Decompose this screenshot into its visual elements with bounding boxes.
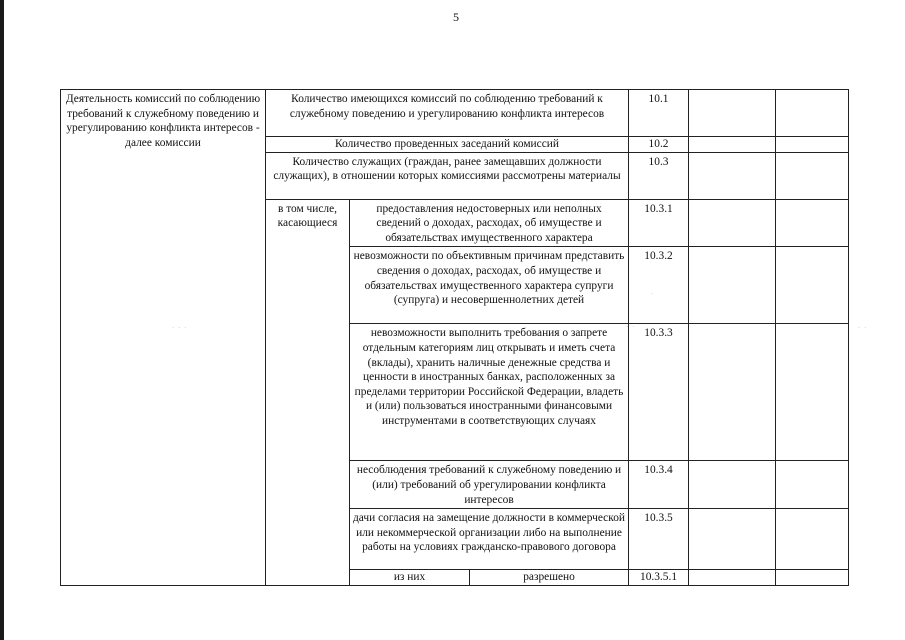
value-cell[interactable] (776, 324, 849, 461)
value-cell[interactable] (689, 324, 776, 461)
row-text-10-2: Количество проведенных заседаний комиссий (266, 137, 629, 153)
scan-left-edge (0, 0, 4, 640)
value-cell[interactable] (776, 509, 849, 570)
value-cell[interactable] (776, 461, 849, 509)
row-code-10-1: 10.1 (629, 90, 689, 137)
row-text-10-3-5: дачи согласия на замещение должности в коммерческой или некоммерческой организации либо на выполнение работы на условиях гражданско-правового договора (350, 509, 629, 570)
scan-artifact: · (651, 290, 655, 298)
row-code-10-3: 10.3 (629, 152, 689, 199)
row-code-10-3-3: 10.3.3 (629, 324, 689, 461)
row-text-10-3-3: невозможности выполнить требования о запрете отдельным категориям лиц открывать и иметь счета (вклады), хранить наличные денежные средства и ценности в иностранных банках, расположенных за пределами территории Российской Федерации, владеть и (или) пользоваться иностранными финансовыми инструментами в соответствующих случаях (350, 324, 629, 461)
section-title-cell (61, 90, 266, 586)
value-cell[interactable] (689, 247, 776, 324)
scan-artifact: · · (858, 324, 868, 332)
value-cell[interactable] (776, 152, 849, 199)
value-cell[interactable] (689, 152, 776, 199)
scan-artifact: · · (626, 323, 636, 331)
row-code-10-3-5: 10.3.5 (629, 509, 689, 570)
value-cell[interactable] (689, 509, 776, 570)
value-cell[interactable] (689, 137, 776, 153)
row-code-10-3-5-1: 10.3.5.1 (629, 570, 689, 586)
report-table (60, 89, 849, 586)
row-text-10-3-5-1: разрешено (470, 570, 629, 586)
table-row (61, 90, 849, 137)
section-title: Деятельность комиссий по соблюдению требований к служебному поведению и урегулированию конфликта интересов - далее комиссии (65, 93, 261, 149)
value-cell[interactable] (689, 90, 776, 137)
value-cell[interactable] (776, 247, 849, 324)
row-text-10-1: Количество имеющихся комиссий по соблюдению требований к служебному поведению и урегулированию конфликта интересов (266, 90, 629, 137)
row-text-10-3-4: несоблюдения требований к служебному поведению и (или) требований об урегулировании конфликта интересов (350, 461, 629, 509)
row-code-10-3-2: 10.3.2 (629, 247, 689, 324)
row-text-10-3: Количество служащих (граждан, ранее замещавших должности служащих), в отношении которых комиссиями рассмотрены материалы (266, 152, 629, 199)
row-label-10-3-5-1: из них (350, 570, 470, 586)
row-code-10-2: 10.2 (629, 137, 689, 153)
row-text-10-3-1: предоставления недостоверных или неполных сведений о доходах, расходах, об имуществе и обязательствах имущественного характера (350, 199, 629, 247)
page-number: 5 (453, 10, 459, 24)
value-cell[interactable] (776, 90, 849, 137)
value-cell[interactable] (776, 199, 849, 247)
row-code-10-3-4: 10.3.4 (629, 461, 689, 509)
row-text-10-3-2: невозможности по объективным причинам представить сведения о доходах, расходах, об имуществе и обязательствах имущественного характера супруги (супруга) и несовершеннолетних детей (350, 247, 629, 324)
value-cell[interactable] (689, 570, 776, 586)
scan-artifact: · · · (172, 324, 188, 332)
value-cell[interactable] (776, 570, 849, 586)
value-cell[interactable] (689, 199, 776, 247)
row-code-10-3-1: 10.3.1 (629, 199, 689, 247)
subgroup-label: в том числе, касающиеся (266, 199, 350, 585)
value-cell[interactable] (776, 137, 849, 153)
value-cell[interactable] (689, 461, 776, 509)
